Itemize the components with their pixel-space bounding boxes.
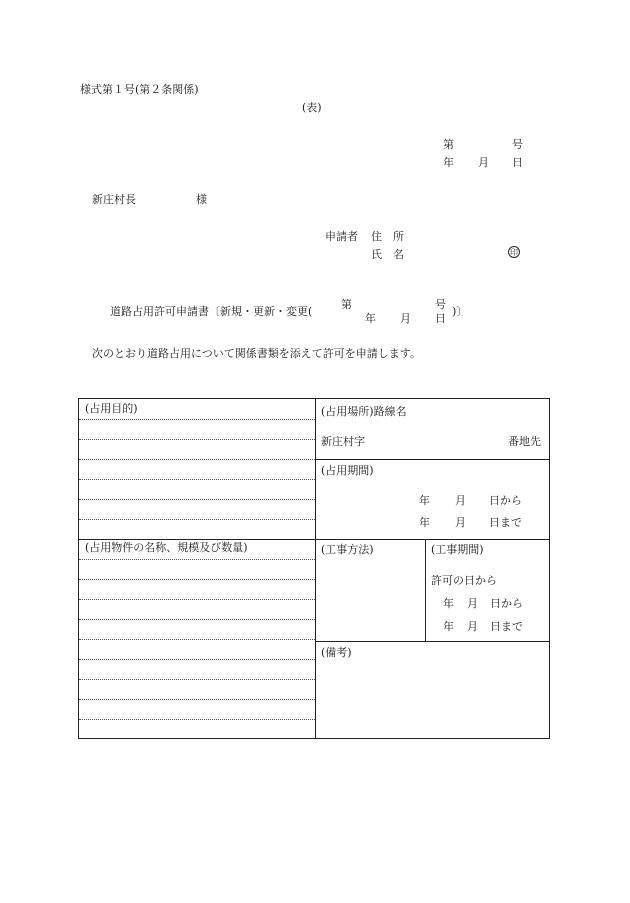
title-day: 日 xyxy=(435,312,446,325)
purpose-line xyxy=(79,419,315,420)
period-to-year: 年 xyxy=(419,516,430,529)
addressee-name: 新庄村長 xyxy=(92,193,136,206)
application-table xyxy=(78,398,550,739)
lot-suffix: 番地先 xyxy=(508,435,541,448)
title-year: 年 xyxy=(365,312,376,325)
object-line xyxy=(79,659,315,660)
permit-date-label: 許可の日から xyxy=(431,574,497,587)
title-close: )〕 xyxy=(452,305,468,318)
work-from-month: 月 xyxy=(467,597,478,610)
left-section-divider xyxy=(79,539,315,540)
right-divider-3 xyxy=(315,641,549,642)
addressee-honorific: 様 xyxy=(196,193,207,206)
doc-number-go: 号 xyxy=(512,138,523,151)
work-to-day: 日まで xyxy=(490,620,523,633)
work-to-month: 月 xyxy=(467,620,478,633)
doc-date-year: 年 xyxy=(443,156,454,169)
object-line xyxy=(79,719,315,720)
form-title: 道路占用許可申請書〔新規・更新・変更( xyxy=(110,305,313,318)
doc-number-dai: 第 xyxy=(443,138,454,151)
village-label: 新庄村字 xyxy=(321,435,365,448)
purpose-line xyxy=(79,439,315,440)
period-from-year: 年 xyxy=(419,494,430,507)
method-label: (工事方法) xyxy=(321,543,374,556)
front-side-label: (表) xyxy=(302,101,322,114)
purpose-line xyxy=(79,499,315,500)
object-label: (占用物件の名称、規模及び数量) xyxy=(85,541,248,554)
form-number: 様式第１号(第２条関係) xyxy=(80,83,199,96)
object-line xyxy=(79,559,315,560)
right-divider-2 xyxy=(315,539,549,540)
doc-date-day: 日 xyxy=(512,156,523,169)
doc-date-month: 月 xyxy=(478,156,489,169)
object-line xyxy=(79,639,315,640)
object-line xyxy=(79,679,315,680)
purpose-label: (占用目的) xyxy=(85,402,138,415)
period-from-month: 月 xyxy=(455,494,466,507)
object-line xyxy=(79,599,315,600)
remarks-label: (備考) xyxy=(321,646,352,659)
period-to-day: 日まで xyxy=(489,516,522,529)
location-label: (占用場所)路線名 xyxy=(321,405,407,418)
applicant-address-label: 住 所 xyxy=(371,230,404,243)
work-from-day: 日から xyxy=(490,597,523,610)
work-divider xyxy=(425,539,426,641)
work-period-label: (工事期間) xyxy=(431,543,484,556)
object-line xyxy=(79,579,315,580)
applicant-name-label: 氏 名 xyxy=(371,248,404,261)
seal-mark: 印 xyxy=(510,248,518,257)
right-divider-1 xyxy=(315,459,549,460)
intro-sentence: 次のとおり道路占用について関係書類を添えて許可を申請します。 xyxy=(92,347,421,360)
object-line xyxy=(79,619,315,620)
period-label: (占用期間) xyxy=(321,464,374,477)
title-dai: 第 xyxy=(341,298,352,311)
period-to-month: 月 xyxy=(455,516,466,529)
work-to-year: 年 xyxy=(443,620,454,633)
object-line xyxy=(79,699,315,700)
title-month: 月 xyxy=(400,312,411,325)
period-from-day: 日から xyxy=(489,494,522,507)
applicant-role-label: 申請者 xyxy=(325,230,358,243)
purpose-line xyxy=(79,459,315,460)
work-from-year: 年 xyxy=(443,597,454,610)
title-go: 号 xyxy=(435,298,446,311)
purpose-line xyxy=(79,479,315,480)
table-divider-main xyxy=(315,399,316,738)
purpose-line xyxy=(79,519,315,520)
